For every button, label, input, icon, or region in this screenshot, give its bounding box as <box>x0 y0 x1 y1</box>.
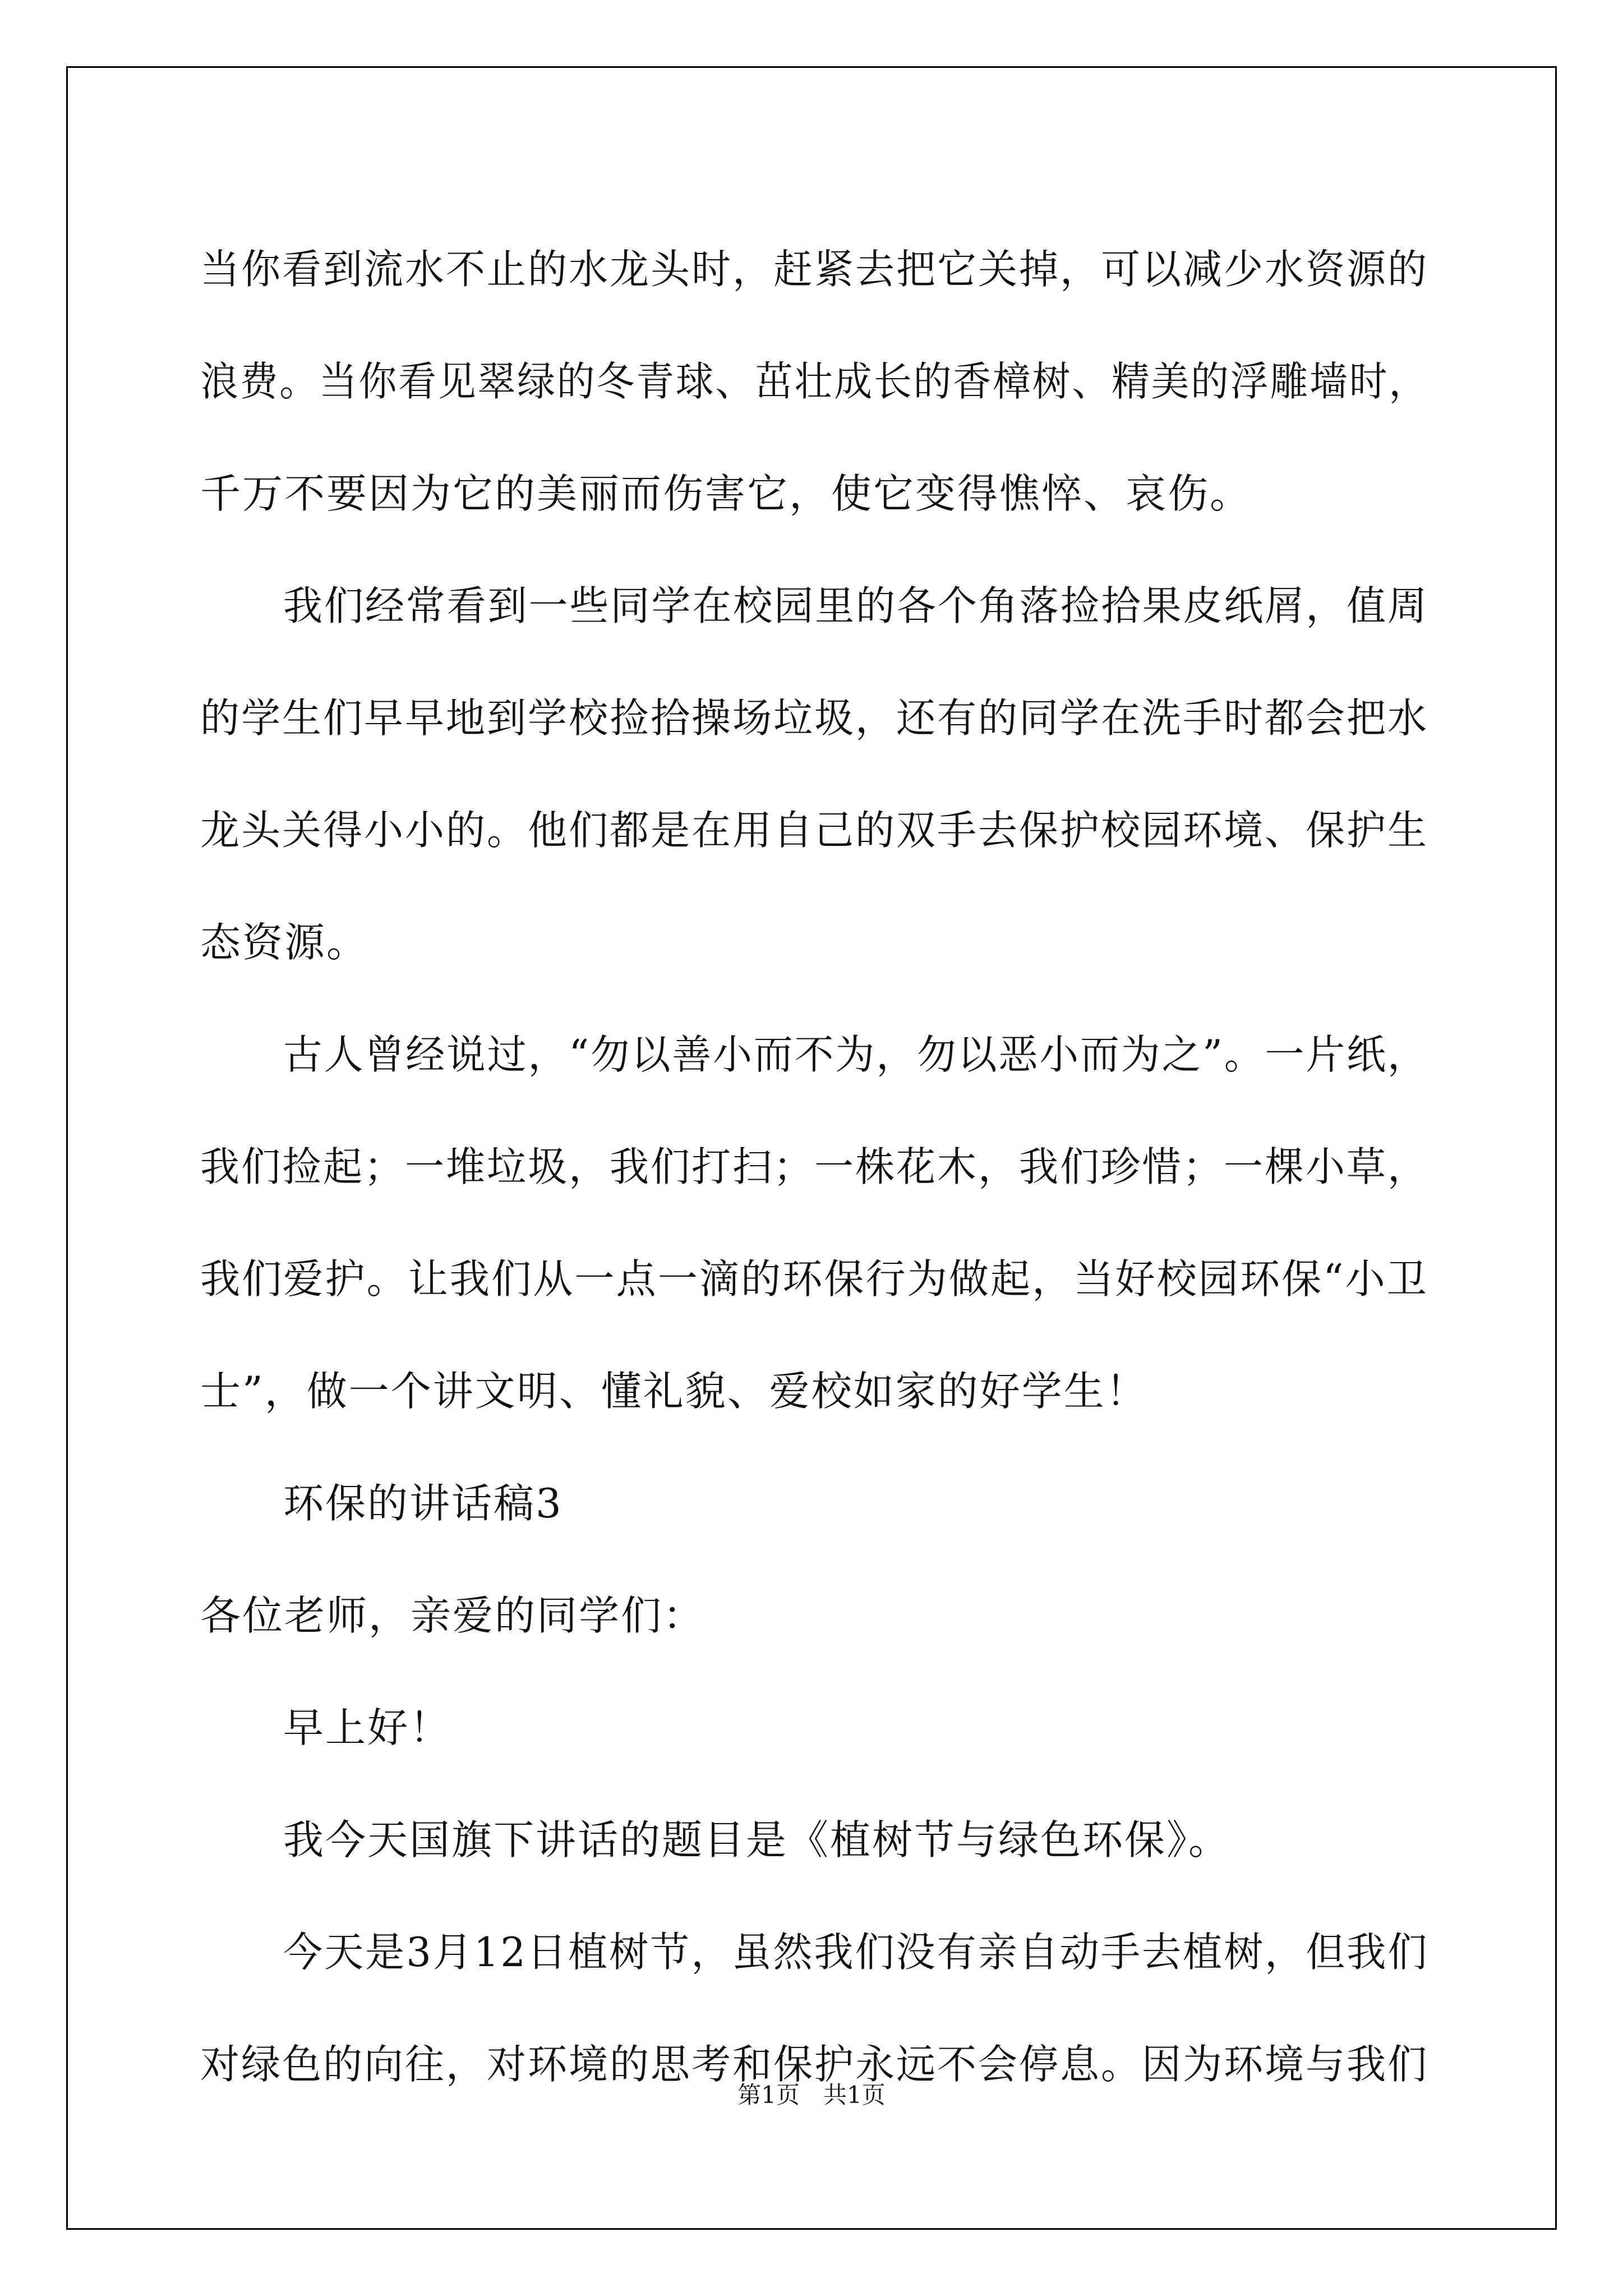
text-line: 千万不要因为它的美丽而伤害它，使它变得憔悴、哀伤。 <box>200 470 1252 517</box>
text-line: 我们爱护。让我们从一点一滴的环保行为做起，当好校园环保“小卫 <box>200 1255 1428 1303</box>
text-line: 浪费。当你看见翠绿的冬青球、茁壮成长的香樟树、精美的浮雕墙时， <box>200 358 1429 405</box>
text-line: 我们捡起；一堆垃圾，我们打扫；一株花木，我们珍惜；一棵小草， <box>200 1143 1429 1190</box>
text-line: 我们经常看到一些同学在校园里的各个角落捡拾果皮纸屑，值周 <box>283 582 1429 629</box>
text-line: 当你看到流水不止的水龙头时，赶紧去把它关掉，可以减少水资源的 <box>200 246 1429 293</box>
section-heading: 环保的讲话稿3 <box>283 1480 563 1527</box>
text-line: 的学生们早早地到学校捡拾操场垃圾，还有的同学在洗手时都会把水 <box>200 694 1429 742</box>
text-line: 对绿色的向往，对环境的思考和保护永远不会停息。因为环境与我们 <box>200 2041 1429 2088</box>
greeting: 早上好！ <box>283 1704 452 1751</box>
text-line: 古人曾经说过，“勿以善小而不为，勿以恶小而为之”。一片纸， <box>283 1031 1428 1078</box>
text-line: 我今天国旗下讲话的题目是《植树节与绿色环保》。 <box>283 1816 1231 1864</box>
text-line: 态资源。 <box>200 919 369 966</box>
salutation: 各位老师，亲爱的同学们： <box>200 1592 706 1639</box>
text-line: 今天是3月12日植树节，虽然我们没有亲自动手去植树，但我们 <box>283 1929 1429 1976</box>
text-line: 士”，做一个讲文明、懂礼貌、爱校如家的好学生！ <box>200 1368 1148 1415</box>
page-number-footer: 第1页 共1页 <box>737 2081 886 2109</box>
document-body <box>200 213 1428 2120</box>
text-line: 龙头关得小小的。他们都是在用自己的双手去保护校园环境、保护生 <box>200 807 1429 854</box>
